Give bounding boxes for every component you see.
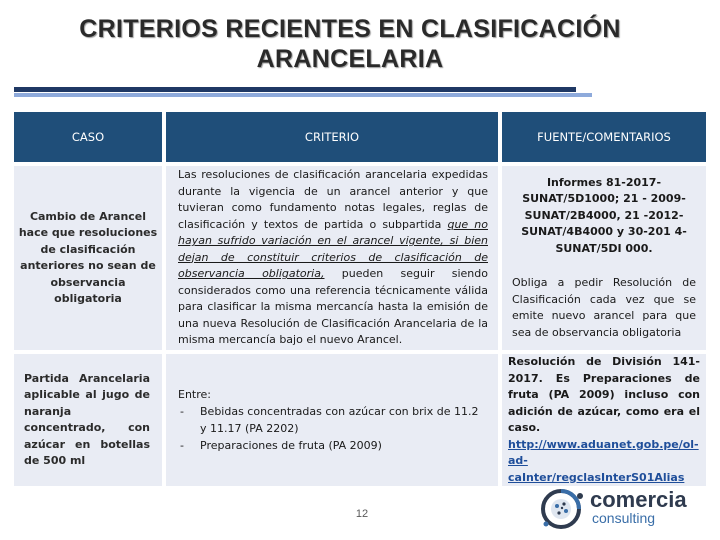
criteria-table bbox=[14, 112, 706, 490]
row1-criterio bbox=[164, 164, 500, 352]
header-criterio: CRITERIO bbox=[164, 112, 500, 164]
table-row bbox=[14, 164, 706, 352]
row2-fuente bbox=[500, 352, 706, 488]
page-number: 12 bbox=[355, 508, 369, 520]
row2-fuente-texto: Resolución de División 141-2017. Es Preparaciones de fruta (PA 2009) incluso con adición de azúcar, como era el caso. bbox=[508, 355, 700, 434]
globe-logo-icon bbox=[540, 486, 586, 532]
logo-sub: consulting bbox=[592, 510, 656, 526]
row1-criterio-part2: pueden seguir siendo considerados como una referencia técnicamente válida para clasificar la misma mercancía hasta la emisión de una nueva Resolución de Clasificación Arancelaria de la misma mercancía bajo el nuevo Arancel. bbox=[178, 267, 488, 347]
row2-criterio-list bbox=[178, 403, 488, 454]
slide-title-line1: CRITERIOS RECIENTES EN CLASIFICACIÓN bbox=[79, 15, 621, 43]
list-item: - Preparaciones de fruta (PA 2009) bbox=[178, 437, 488, 454]
slide-title bbox=[0, 14, 700, 74]
row1-criterio-part1: Las resoluciones de clasificación arancelaria expedidas durante la vigencia de un arancel anterior y que tuvieran como fundamento notas legales, reglas de clasificación y textos de partida o subpartida bbox=[178, 168, 488, 231]
header-fuente: FUENTE/COMENTARIOS bbox=[500, 112, 706, 164]
row1-fuente-comentario: Obliga a pedir Resolución de Clasificación cada vez que se emite nuevo arancel para que sea de observancia obligatoria bbox=[512, 276, 696, 339]
comercia-logo bbox=[540, 486, 710, 532]
slide-title-line2: ARANCELARIA bbox=[256, 45, 444, 73]
row1-caso: Cambio de Arancel hace que resoluciones de clasificación anteriores no sean de observancia obligatoria bbox=[14, 164, 164, 352]
row2-caso: Partida Arancelaria aplicable al jugo de naranja concentrado, con azúcar en botellas de 500 ml bbox=[14, 352, 164, 488]
row1-fuente-gap bbox=[512, 257, 696, 275]
logo-word: comercia bbox=[590, 487, 687, 512]
list-item: - Bebidas concentradas con azúcar con brix de 11.2 y 11.17 (PA 2202) bbox=[178, 403, 488, 437]
table-row bbox=[14, 352, 706, 488]
aduanet-link[interactable]: http://www.aduanet.gob.pe/ol-ad-caInter/regclasInterS01Alias bbox=[508, 437, 699, 484]
row1-criterio-underlined: que no hayan sufrido variación en el arancel vigente, si bien dejan de constituir criterios de clasificación de observancia obligatoria, bbox=[178, 217, 489, 281]
row2-criterio bbox=[164, 352, 500, 488]
header-caso: CASO bbox=[14, 112, 164, 164]
row1-fuente bbox=[500, 164, 706, 352]
title-underline-light bbox=[14, 93, 592, 97]
row1-fuente-informes: Informes 81-2017-SUNAT/5D1000; 21 - 2009-SUNAT/2B4000, 21 -2012-SUNAT/4B4000 y 30-201 4-SUNAT/5DI 000. bbox=[521, 175, 687, 255]
table-header-row bbox=[14, 112, 706, 164]
row2-criterio-lead: Entre: bbox=[178, 388, 211, 401]
title-underline-dark bbox=[14, 87, 576, 92]
